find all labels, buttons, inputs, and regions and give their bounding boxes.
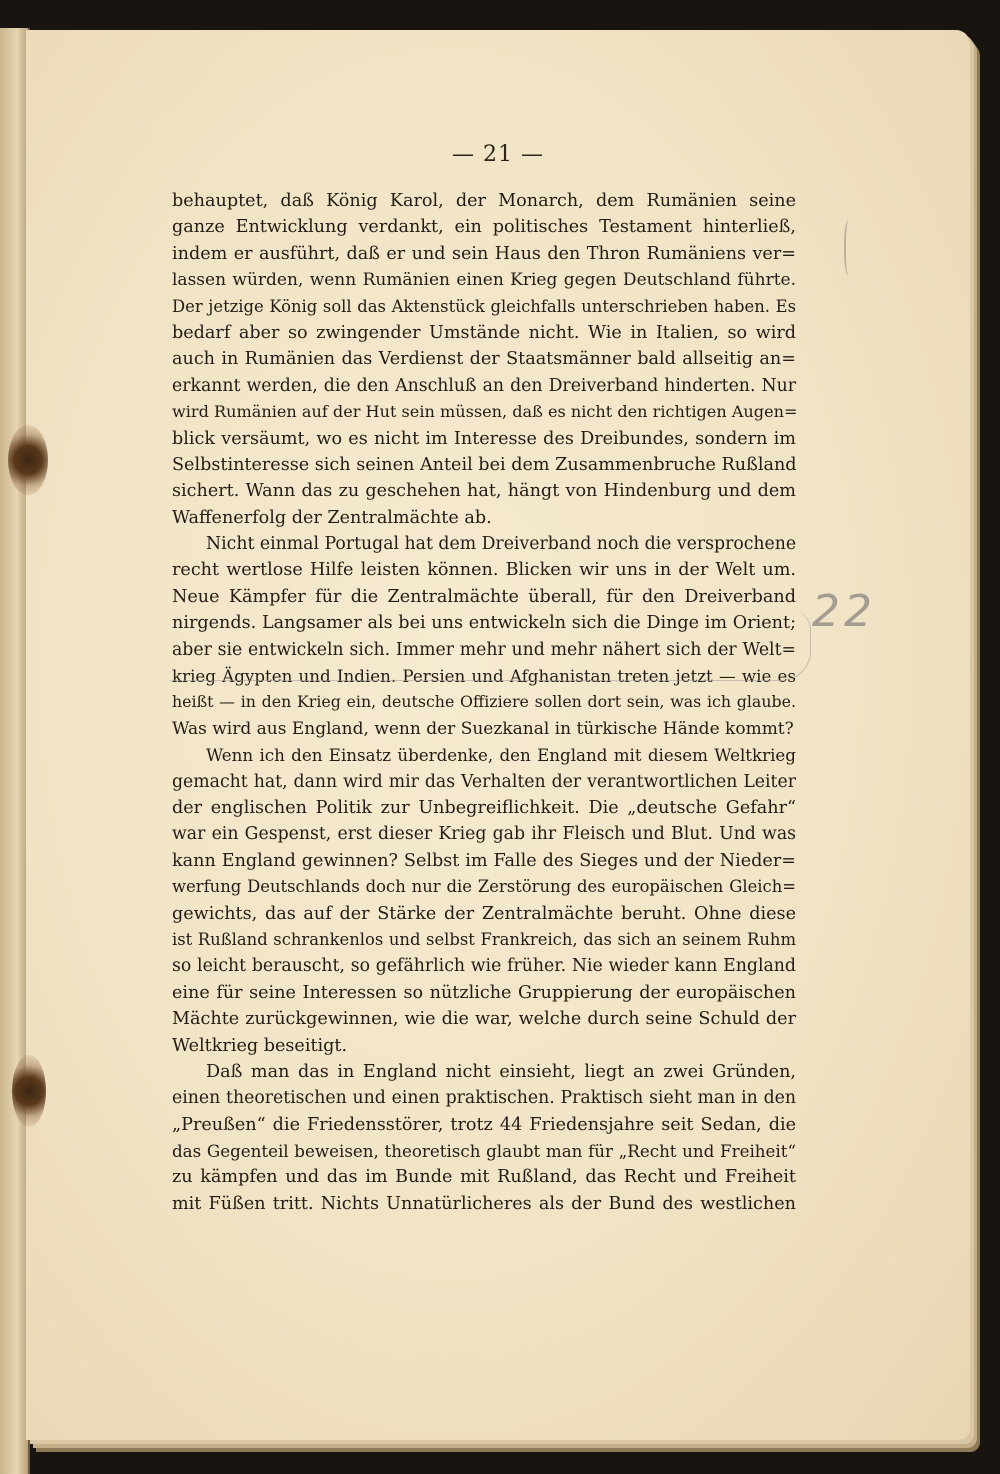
burn-mark [12, 1055, 46, 1127]
text-line: heißt — in den Krieg ein, deutsche Offiziere sollen dort sein, was ich glaube. [172, 692, 796, 712]
pencil-page-annotation: 22 [812, 586, 876, 637]
text-line: lassen würden, wenn Rumänien einen Krieg gegen Deutschland führte. [172, 270, 796, 291]
text-line: der englischen Politik zur Unbegreiflichkeit. Die „deutsche Gefahr“ [172, 797, 796, 818]
text-line: ist Rußland schrankenlos und selbst Frankreich, das sich an seinem Ruhm [172, 929, 796, 949]
text-line: gemacht hat, dann wird mir das Verhalten der verantwortlichen Leiter [172, 771, 796, 792]
text-line: wird Rumänien auf der Hut sein müssen, daß es nicht den richtigen Augen= [172, 402, 798, 422]
text-line: Der jetzige König soll das Aktenstück gleichfalls unterschrieben haben. Es [172, 296, 796, 316]
text-line: Selbstinteresse sich seinen Anteil bei dem Zusammenbruche Rußland [172, 454, 797, 475]
text-line: aber sie entwickeln sich. Immer mehr und mehr nähert sich der Welt= [172, 639, 796, 660]
text-line: war ein Gespenst, erst dieser Krieg gab ihr Fleisch und Blut. Und was [172, 824, 796, 845]
pencil-bracket-mark [170, 610, 811, 681]
text-line: ganze Entwicklung verdankt, ein politisches Testament hinterließ, [172, 217, 796, 238]
book-page [26, 30, 970, 1440]
text-line: nirgends. Langsamer als bei uns entwickeln sich die Dinge im Orient; [172, 613, 796, 634]
text-line: einen theoretischen und einen praktischen. Praktisch sieht man in den [172, 1088, 796, 1109]
text-line: mit Füßen tritt. Nichts Unnatürlicheres als der Bund des westlichen [172, 1193, 796, 1214]
text-line: Mächte zurückgewinnen, wie die war, welche durch seine Schuld der [172, 1009, 796, 1030]
text-line: Nicht einmal Portugal hat dem Dreiverband noch die versprochene [206, 534, 797, 555]
text-line: so leicht berauscht, so gefährlich wie früher. Nie wieder kann England [172, 956, 796, 977]
text-line: Was wird aus England, wenn der Suezkanal in türkische Hände kommt? [172, 718, 794, 739]
text-line: Neue Kämpfer für die Zentralmächte überall, für den Dreiverband [172, 586, 796, 607]
text-line: erkannt werden, die den Anschluß an den Dreiverband hinderten. Nur [172, 375, 796, 396]
burn-mark [8, 425, 48, 495]
text-line: behauptet, daß König Karol, der Monarch, dem Rumänien seine [172, 191, 796, 211]
text-line: Weltkrieg beseitigt. [172, 1035, 348, 1056]
body-text [172, 188, 796, 1217]
text-line: zu kämpfen und das im Bunde mit Rußland, das Recht und Freiheit [172, 1167, 796, 1188]
text-line: bedarf aber so zwingender Umstände nicht. Wie in Italien, so wird [172, 322, 796, 343]
text-line: „Preußen“ die Friedensstörer, trotz 44 Friedensjahre seit Sedan, die [172, 1114, 796, 1135]
text-line: kann England gewinnen? Selbst im Falle des Sieges und der Nieder= [172, 850, 796, 871]
text-line: Wenn ich den Einsatz überdenke, den England mit diesem Weltkrieg [206, 745, 796, 766]
text-line: eine für seine Interessen so nützliche Gruppierung der europäischen [172, 982, 796, 1003]
text-line: indem er ausführt, daß er und sein Haus den Thron Rumäniens ver= [172, 243, 796, 264]
text-line: werfung Deutschlands doch nur die Zerstörung des europäischen Gleich= [172, 877, 796, 897]
text-line: recht wertlose Hilfe leisten können. Blicken wir uns in der Welt um. [172, 560, 796, 581]
text-line: auch in Rumänien das Verdienst der Staatsmänner bald allseitig an= [172, 349, 796, 370]
text-line: Waffenerfolg der Zentralmächte ab. [172, 507, 492, 528]
text-line: Daß man das in England nicht einsieht, liegt an zwei Gründen, [206, 1061, 796, 1082]
page-number: — 21 — [452, 142, 544, 167]
text-line: krieg Ägypten und Indien. Persien und Afghanistan treten jetzt — wie es [172, 666, 796, 687]
pencil-margin-mark [844, 220, 856, 276]
text-line: gewichts, das auf der Stärke der Zentralmächte beruht. Ohne diese [172, 903, 796, 924]
text-line: blick versäumt, wo es nicht im Interesse des Dreibundes, sondern im [172, 428, 796, 449]
text-line: sichert. Wann das zu geschehen hat, hängt von Hindenburg und dem [172, 481, 796, 502]
text-line: das Gegenteil beweisen, theoretisch glaubt man für „Recht und Freiheit“ [172, 1141, 796, 1162]
